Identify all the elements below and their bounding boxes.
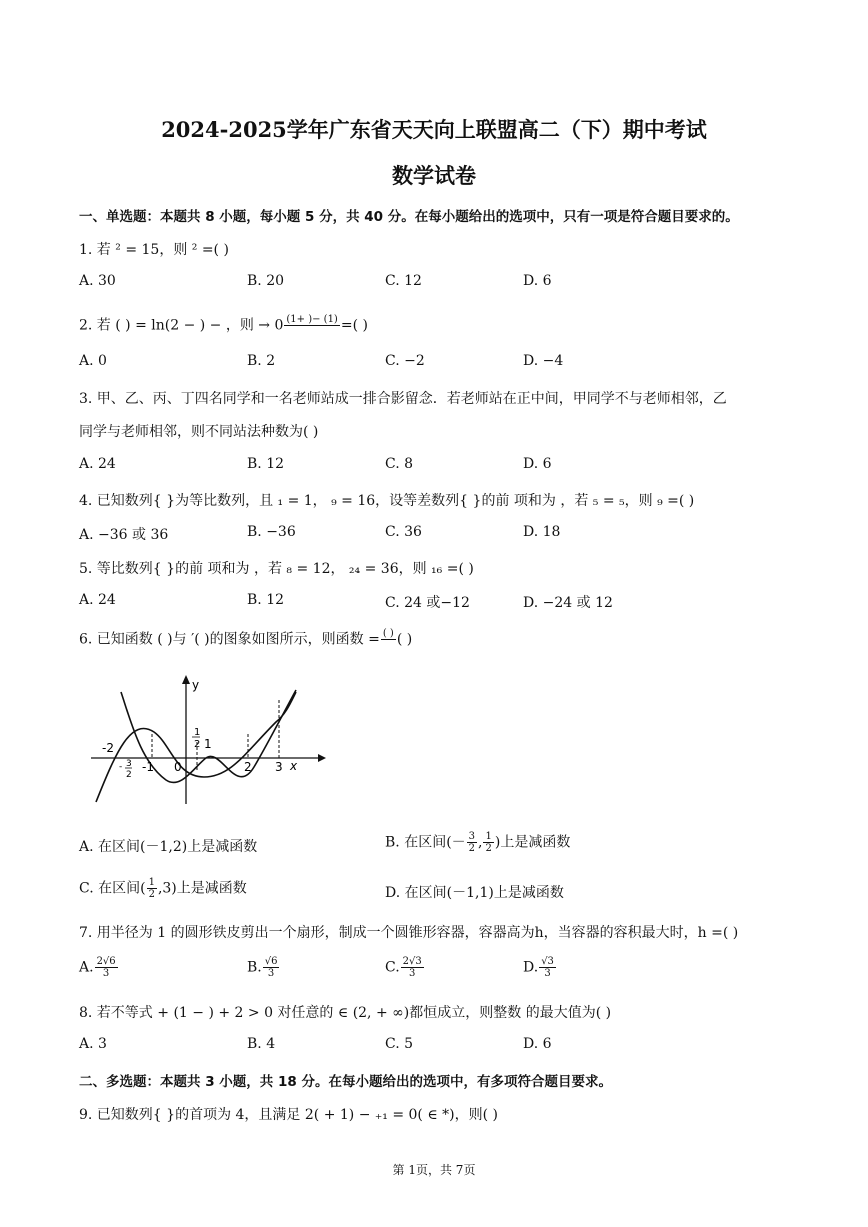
question-1: 1. 若 ² = 15，则 ² =( ) xyxy=(79,242,229,258)
x-axis-arrow-icon xyxy=(318,754,326,762)
q7-option-d-label: D. xyxy=(523,959,539,976)
q3-option-c: C. 8 xyxy=(385,456,414,472)
tick-label-2: 2 xyxy=(244,760,252,774)
q4-option-d: D. 18 xyxy=(523,524,561,540)
section-single-choice-header: 一、单选题：本题共 8 小题，每小题 5 分，共 40 分。在每小题给出的选项中，只有一项是符合题目要求的。 xyxy=(79,209,739,225)
q7-option-c xyxy=(385,956,425,979)
q1-option-b: B. 20 xyxy=(247,273,285,289)
q6-option-b-text-b: )上是减函数 xyxy=(494,834,571,851)
tick-label-3: 3 xyxy=(275,760,283,774)
q2-frac-den xyxy=(284,326,339,337)
q7-option-b-frac xyxy=(263,956,280,979)
q6-frac-den xyxy=(381,640,396,651)
q7-d-num: √3 xyxy=(541,956,554,967)
section-multi-choice-header: 二、多选题：本题共 3 小题，共 18 分。在每小题给出的选项中，有多项符合题目要求。 xyxy=(79,1074,612,1090)
q2-text-a: 2. 若 ( ) = ln(2 − ) − ，则 → 0 xyxy=(79,317,284,334)
q2-option-a: A. 0 xyxy=(79,353,107,369)
question-8: 8. 若不等式 + (1 − ) + 2 > 0 对任意的 ∈ (2, + ∞)都恒成立，则整数 的最大值为( ) xyxy=(79,1005,612,1021)
q6-option-c-frac xyxy=(147,877,157,900)
q7-a-den: 3 xyxy=(102,968,110,979)
q7-option-b xyxy=(247,956,280,979)
q7-option-b-label: B. xyxy=(247,959,262,976)
q3-option-b: B. 12 xyxy=(247,456,285,472)
q6-b-f1-den: 2 xyxy=(468,843,476,854)
q7-option-a-label: A. xyxy=(79,959,94,976)
y-axis-arrow-icon xyxy=(182,675,190,684)
q7-option-a-frac xyxy=(95,956,118,979)
x-axis-label: x xyxy=(290,759,298,773)
q4-option-b: B. −36 xyxy=(247,524,296,540)
q6-text-b: ( ) xyxy=(396,631,413,648)
q7-c-den: 3 xyxy=(409,968,416,979)
q7-b-num: √6 xyxy=(264,956,278,967)
question-4: 4. 已知数列{ }为等比数列，且 ₁ = 1， ₉ = 16，设等差数列{ }的前 项和为 ，若 ₅ = ₅，则 ₉ =( ) xyxy=(79,493,695,509)
q4-option-a: A. −36 或 36 xyxy=(79,527,169,543)
q6-fraction xyxy=(381,628,396,651)
q7-option-c-label: C. xyxy=(385,959,400,976)
q6-c-f-den: 2 xyxy=(148,889,155,900)
q5-option-d: D. −24 或 12 xyxy=(523,595,613,611)
q6-option-b-text-a: B. 在区间(－ xyxy=(385,834,466,851)
page-title: 2024-2025学年广东省天天向上联盟高二（下）期中考试 xyxy=(161,117,707,142)
q6-text-a: 6. 已知函数 ( )与 ′( )的图象如图所示，则函数 = xyxy=(79,631,380,648)
question-3-line-1: 3. 甲、乙、丙、丁四名同学和一名老师站成一排合影留念．若老师站在正中间，甲同学不与老师相邻，乙 xyxy=(79,391,727,407)
q7-b-den: 3 xyxy=(267,968,275,979)
page-footer: 第 1页，共 7页 xyxy=(392,1163,476,1177)
q2-text-b: =( ) xyxy=(340,317,368,334)
q2-limit-fraction xyxy=(284,314,339,337)
q2-option-d: D. −4 xyxy=(523,353,564,369)
q7-option-d xyxy=(523,956,557,979)
q6-option-b-frac-1 xyxy=(467,831,477,854)
q1-option-d: D. 6 xyxy=(523,273,552,289)
q5-option-b: B. 12 xyxy=(247,592,285,608)
q8-option-c: C. 5 xyxy=(385,1036,414,1052)
q6-option-b-frac-2 xyxy=(483,831,493,854)
q4-option-c: C. 36 xyxy=(385,524,422,540)
q7-c-num: 2√3 xyxy=(402,956,422,967)
tick-label-zero: 0 xyxy=(174,760,182,774)
question-5: 5. 等比数列{ }的前 项和为 ，若 ₈ = 12， ₂₄ = 36，则 ₁₆ =( ) xyxy=(79,561,474,577)
q1-option-c: C. 12 xyxy=(385,273,422,289)
q5-option-a: A. 24 xyxy=(79,592,116,608)
tick-label-minus-sign: - xyxy=(119,762,123,772)
q3-option-d: D. 6 xyxy=(523,456,552,472)
q8-option-b: B. 4 xyxy=(247,1036,276,1052)
question-9: 9. 已知数列{ }的首项为 4，且满足 2( + 1) − ₊₁ = 0( ∈ *)，则( ) xyxy=(79,1107,498,1123)
q7-option-d-frac xyxy=(539,956,556,979)
function-graph xyxy=(86,672,326,808)
q2-frac-num: (1+ )− (1) xyxy=(286,314,338,325)
q7-a-num: 2√6 xyxy=(96,956,116,967)
q6-frac-num: ( ) xyxy=(382,628,394,639)
question-6 xyxy=(79,628,412,651)
q7-option-c-frac xyxy=(401,956,424,979)
q3-option-a: A. 24 xyxy=(79,456,116,472)
q2-option-b: B. 2 xyxy=(247,353,276,369)
tick-label-half-num: 1 xyxy=(194,727,201,738)
q6-option-a: A. 在区间(－1,2)上是减函数 xyxy=(79,839,258,855)
tick-label-minus-3-2-den: 2 xyxy=(126,770,132,780)
q6-option-d: D. 在区间(－1,1)上是减函数 xyxy=(385,885,564,901)
q6-b-f2-den: 2 xyxy=(485,843,492,854)
q6-c-f-num: 1 xyxy=(148,877,155,888)
tick-label-minus-3-2-num: 3 xyxy=(126,759,132,769)
tick-label-minus-2: -2 xyxy=(102,741,114,755)
q6-option-c xyxy=(79,877,247,900)
q2-option-c: C. −2 xyxy=(385,353,425,369)
tick-label-minus-1: -1 xyxy=(142,760,154,774)
q6-b-f2-num: 1 xyxy=(485,831,492,842)
y-axis-label: y xyxy=(192,678,200,692)
q6-b-f1-num: 3 xyxy=(468,831,476,842)
q6-option-b: B. 在区间(－ $\frac{3}{2}$ , $\frac{1}{2}$ )上是减函数 xyxy=(385,831,571,854)
page-subtitle: 数学试卷 xyxy=(392,163,476,188)
question-3-line-2: 同学与老师相邻，则不同站法种数为( ) xyxy=(79,424,319,440)
tick-label-1: 1 xyxy=(204,737,212,751)
q1-option-a: A. 30 xyxy=(79,273,116,289)
q6-option-c-text-b: ,3)上是减函数 xyxy=(157,880,247,897)
q8-option-d: D. 6 xyxy=(523,1036,552,1052)
q8-option-a: A. 3 xyxy=(79,1036,107,1052)
question-7: 7. 用半径为 1 的圆形铁皮剪出一个扇形，制成一个圆锥形容器，容器高为h，当容器的容积最大时，h =( ) xyxy=(79,925,739,941)
q6-option-c-text-a: C. 在区间( xyxy=(79,880,146,897)
q5-option-c: C. 24 或−12 xyxy=(385,595,470,611)
q7-option-a xyxy=(79,956,119,979)
tick-label-half-den: 2 xyxy=(194,739,201,750)
q7-d-den: 3 xyxy=(544,968,551,979)
question-2 xyxy=(79,314,368,337)
